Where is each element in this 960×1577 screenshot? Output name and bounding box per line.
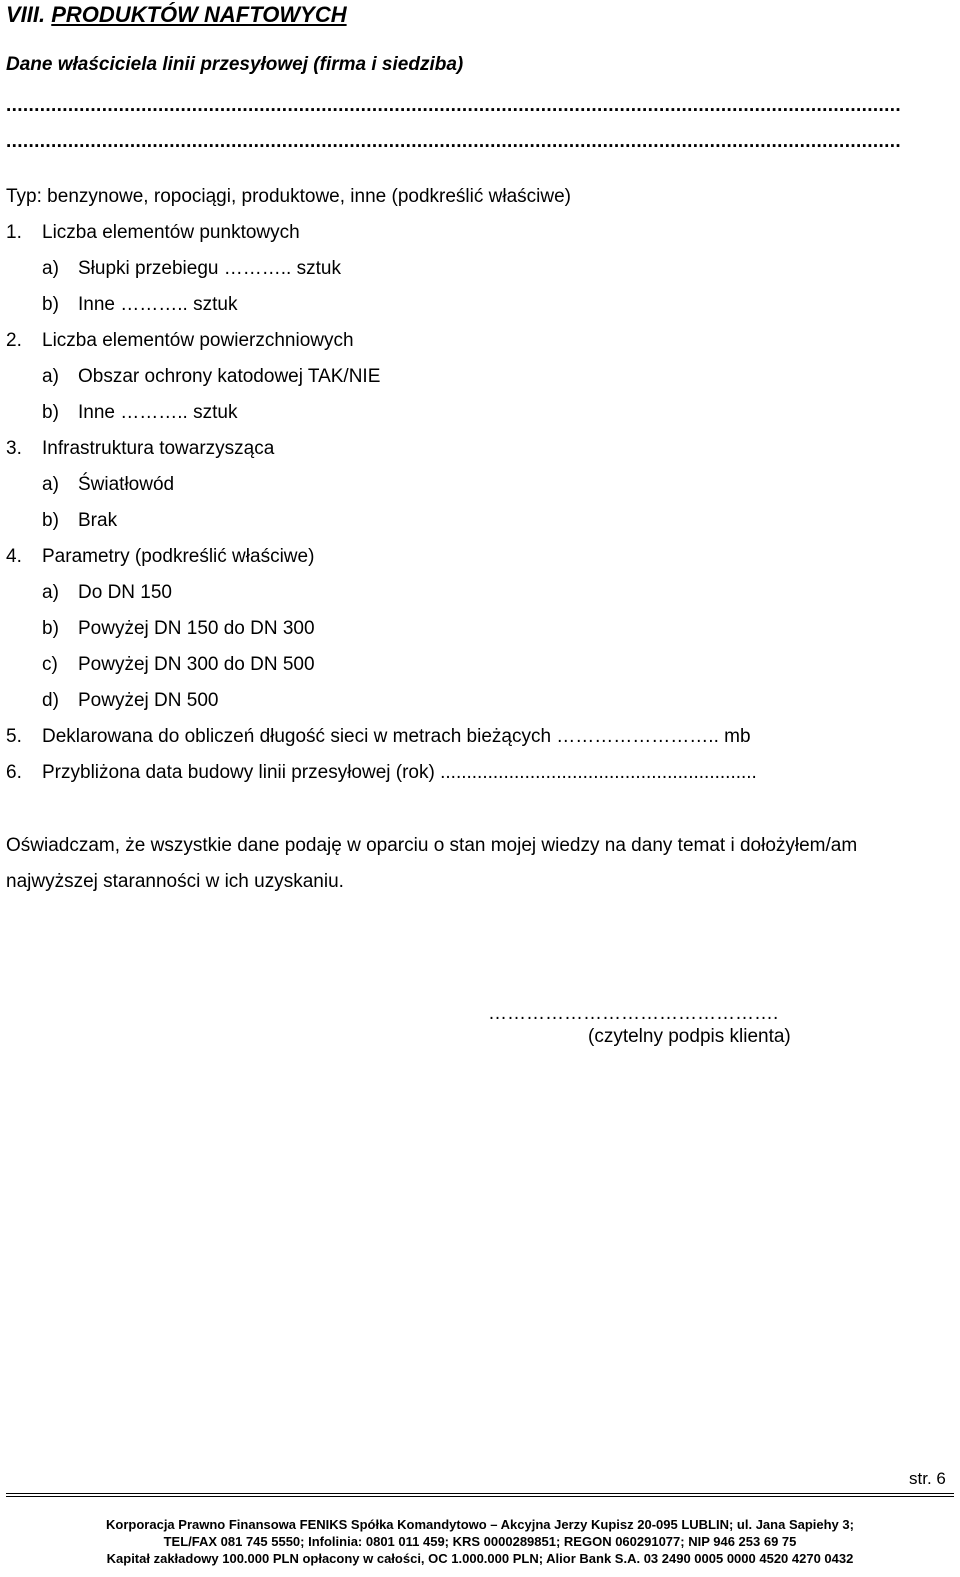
item-4c-letter: c) (42, 654, 58, 675)
item-3b-text: Brak (78, 510, 118, 531)
item-2a-text: Obszar ochrony katodowej TAK/NIE (78, 366, 381, 387)
footer-line-3: Kapitał zakładowy 100.000 PLN opłacony w całości, OC 1.000.000 PLN; Alior Bank S.A. 03 2490 0005 0000 4520 4270 0432 (106, 1551, 854, 1566)
footer-rule-top (6, 1493, 954, 1494)
item-6-number: 6. (6, 762, 22, 783)
item-5-label: Deklarowana do obliczeń długość sieci w metrach bieżących …………………….. mb (42, 726, 751, 747)
item-4c-text: Powyżej DN 300 do DN 500 (78, 654, 315, 675)
item-3a-text: Światłowód (78, 474, 175, 495)
page-number: str. 6 (909, 1469, 946, 1488)
item-3-number: 3. (6, 438, 22, 459)
signature-dots: ………………………………………. (488, 1003, 779, 1024)
item-2-label: Liczba elementów powierzchniowych (42, 330, 354, 351)
item-4-label: Parametry (podkreślić właściwe) (42, 546, 315, 567)
item-2b-letter: b) (42, 402, 59, 423)
item-1b-text: Inne ……….. sztuk (78, 294, 238, 315)
item-4-number: 4. (6, 546, 22, 567)
owner-dots-line-2: ............................................................................................................................................................... (6, 132, 901, 151)
item-1-number: 1. (6, 222, 22, 243)
item-1a-text: Słupki przebiegu ……….. sztuk (78, 258, 341, 279)
item-4b-text: Powyżej DN 150 do DN 300 (78, 618, 315, 639)
footer-line-2: TEL/FAX 081 745 5550; Infolinia: 0801 011 459; KRS 0000289851; REGON 060291077; NIP 946 253 69 75 (163, 1534, 797, 1549)
item-2b-text: Inne ……….. sztuk (78, 402, 238, 423)
item-5-number: 5. (6, 726, 22, 747)
owner-label: Dane właściciela linii przesyłowej (firma i siedziba) (6, 54, 464, 75)
owner-dots-line-1: ............................................................................................................................................................... (6, 96, 901, 115)
item-3a-letter: a) (42, 474, 59, 495)
footer-line-1: Korporacja Prawno Finansowa FENIKS Spółka Komandytowo – Akcyjna Jerzy Kupisz 20-095 LUBLIN; ul. Jana Sapiehy 3; (106, 1517, 854, 1532)
item-4d-text: Powyżej DN 500 (78, 690, 219, 711)
item-1-label: Liczba elementów punktowych (42, 222, 300, 243)
declaration-line-2: najwyższej staranności w ich uzyskaniu. (6, 871, 344, 892)
item-3b-letter: b) (42, 510, 59, 531)
item-4a-text: Do DN 150 (78, 582, 172, 603)
section-title: PRODUKTÓW NAFTOWYCH (51, 2, 347, 27)
item-4a-letter: a) (42, 582, 59, 603)
signature-label: (czytelny podpis klienta) (588, 1026, 791, 1047)
item-3-label: Infrastruktura towarzysząca (42, 438, 275, 459)
item-6-label: Przybliżona data budowy linii przesyłowej (rok) ............................................................ (42, 763, 757, 782)
section-number: VIII. (6, 2, 52, 27)
item-4d-letter: d) (42, 690, 59, 711)
declaration-line-1: Oświadczam, że wszystkie dane podaję w oparciu o stan mojej wiedzy na dany temat i dołożyłem/am (6, 835, 858, 856)
section-heading (6, 4, 347, 26)
type-line: Typ: benzynowe, ropociągi, produktowe, inne (podkreślić właściwe) (6, 186, 571, 207)
footer-rule-bottom (6, 1496, 954, 1497)
item-2-number: 2. (6, 330, 22, 351)
item-1b-letter: b) (42, 294, 59, 315)
item-2a-letter: a) (42, 366, 59, 387)
item-4b-letter: b) (42, 618, 59, 639)
item-1a-letter: a) (42, 258, 59, 279)
